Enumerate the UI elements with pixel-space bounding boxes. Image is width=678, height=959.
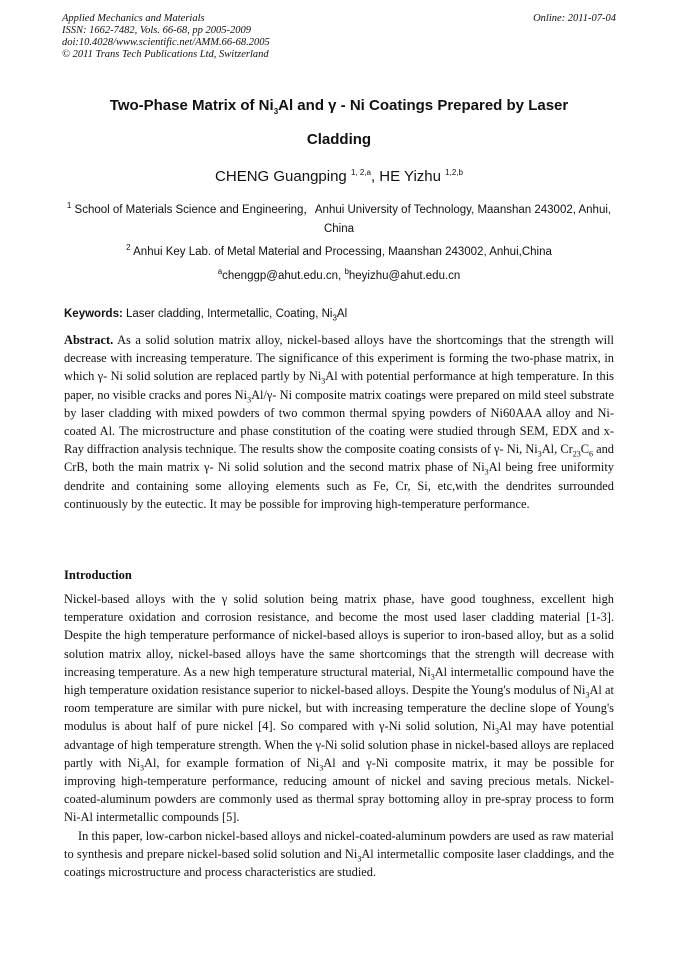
author-sup: 1,2,b [445, 168, 463, 177]
copyright-line: © 2011 Trans Tech Publications Ltd, Switzerland [62, 49, 269, 60]
abstract-text: and CrB, both the main matrix γ- Ni solid solution and the second matrix phase of Ni [64, 442, 614, 475]
paragraph-text: Nickel-based alloys with the γ solid solution being matrix phase, have good toughness, excellent high temperature oxidation and corrosion resistance, and become the most used laser cladding material [1-3]. Despite the high temperature performance of nickel-based alloys is superior to iron-based alloy, but as a solid solution matrix alloy, nickel-based alloys have the same shortcomings that the strength will decrease with increasing temperature. As a new high temperature structural material, Ni [64, 592, 614, 679]
title-text: Two-Phase Matrix of Ni [109, 97, 274, 114]
abstract [64, 331, 614, 513]
subscript: 3 [484, 467, 489, 477]
abstract-text: As a solid solution matrix alloy, nickel-based alloys have the shortcomings that the strength will decrease with increasing temperature. The significance of this experiment is forming the two-phase matrix, in which γ- Ni solid solution are replaced partly by Ni [64, 333, 614, 384]
subscript: 3 [319, 763, 324, 773]
paragraph-text: Al may have potential advantage of high temperature strength. When the γ-Ni solid solution phase in nickel-based alloys are replaced partly with Ni [64, 719, 614, 770]
keywords-text: Laser cladding, Intermetallic, Coating, Ni [122, 308, 333, 320]
keywords [64, 308, 614, 323]
paragraph-text: In this paper, low-carbon nickel-based alloys and nickel-coated-aluminum powders are used as raw material to synthesis and prepare nickel-based solid solution and Ni [64, 828, 614, 861]
intro-paragraph-2 [64, 827, 614, 882]
subscript: 3 [357, 854, 362, 864]
subscript: 3 [321, 376, 326, 386]
abstract-text: Al/γ- Ni composite matrix coatings were prepared on mild steel substrate by laser cladding with mixed powders of two common thermal spying powders of Ni60AAA alloy and Ni-coated Al. The microstructure and phase constitution of the coating were studied through SEM, EDX and x-Ray diffraction analysis technique. The results show the composite coating consists of γ- Ni, Ni [64, 387, 614, 457]
subscript: 3 [585, 690, 590, 700]
keywords-subscript: 3 [332, 313, 337, 323]
email-sup: b [344, 267, 349, 277]
paragraph-text: Al, for example formation of Ni [144, 755, 320, 770]
issn-line: ISSN: 1662-7482, Vols. 66-68, pp 2005-2009 [62, 25, 251, 36]
affiliation-1 [64, 201, 614, 239]
journal-name: Applied Mechanics and Materials [62, 13, 205, 24]
email-sup: a [217, 267, 223, 277]
paragraph-text: Al at room temperature are similar with pure nickel, but with increasing temperature the decline slope of Young's modulus is about half of pure nickel [4]. So compared with γ-Ni solid solution, Ni [64, 683, 614, 734]
paragraph-text: Al intermetallic composite laser claddings, and the coatings microstructure and process characteristics are studied. [64, 846, 614, 880]
abstract-label: Abstract. [64, 333, 114, 347]
title-line2: Cladding [306, 131, 372, 148]
author-name: CHENG Guangping [215, 168, 351, 185]
intro-paragraph-1 [64, 590, 614, 827]
abstract-text: C [580, 442, 589, 457]
introduction-body [64, 590, 614, 881]
abstract-text: Al, Cr [541, 442, 573, 457]
abstract-text: Al being free uniformity dendrite and containing some alloying elements such as Fe, Cr, Si, etc,with the dendrites surrounded continuously by the eutectic. It may be possible for improving high-temperature performance. [64, 460, 614, 511]
paragraph-text: Al intermetallic compound have the high temperature oxidation resistance superior to nickel-based alloys. Despite the Young's modulus of Ni [64, 664, 614, 698]
title-text: Al and γ - Ni Coatings Prepared by Laser [278, 97, 569, 114]
subscript: 3 [247, 395, 252, 405]
email-link[interactable]: chenggp@ahut.edu.cn, [222, 270, 345, 282]
subscript: 3 [140, 763, 145, 773]
affiliation-sup: 2 [126, 243, 131, 253]
author-list [64, 168, 614, 185]
subscript: 23 [572, 449, 581, 459]
keywords-label: Keywords: [64, 308, 123, 320]
affiliation-text: Anhui Key Lab. of Metal Material and Processing, Maanshan 243002, Anhui,China [130, 246, 552, 258]
section-heading-introduction: Introduction [64, 568, 132, 582]
subscript: 3 [495, 726, 500, 736]
paper-title [64, 89, 614, 157]
email-link[interactable]: heyizhu@ahut.edu.cn [348, 270, 461, 282]
title-subscript: 3 [273, 107, 279, 116]
journal-header [62, 13, 616, 61]
doi-line: doi:10.4028/www.scientific.net/AMM.66-68.2005 [62, 37, 270, 48]
affiliation-sup: 1 [66, 201, 72, 211]
subscript: 6 [588, 449, 593, 459]
affiliation-text: School of Materials Science and Engineering，Anhui University of Technology, Maanshan 243002, Anhui, China [71, 204, 612, 235]
online-date: Online: 2011-07-04 [533, 13, 616, 24]
subscript: 3 [430, 672, 435, 682]
email-line [64, 267, 614, 286]
author-sup: 1, 2,a [350, 168, 371, 177]
subscript: 3 [537, 449, 542, 459]
paragraph-text: Al and γ-Ni composite matrix, it may be possible for improving high-temperature performance, reducing amount of nickel and saving precious metals. Nickel-coated-aluminum powders are commonly used as thermal spray bottoming alloy in pre-spray process to form Ni-Al intermetallic compounds [5]. [64, 755, 614, 825]
affiliation-2 [64, 243, 614, 262]
keywords-text: Al [336, 308, 348, 320]
author-name: , HE Yizhu [370, 168, 446, 185]
abstract-text: Al with potential performance at high temperature. In this paper, no visible cracks and pores Ni [64, 369, 614, 402]
